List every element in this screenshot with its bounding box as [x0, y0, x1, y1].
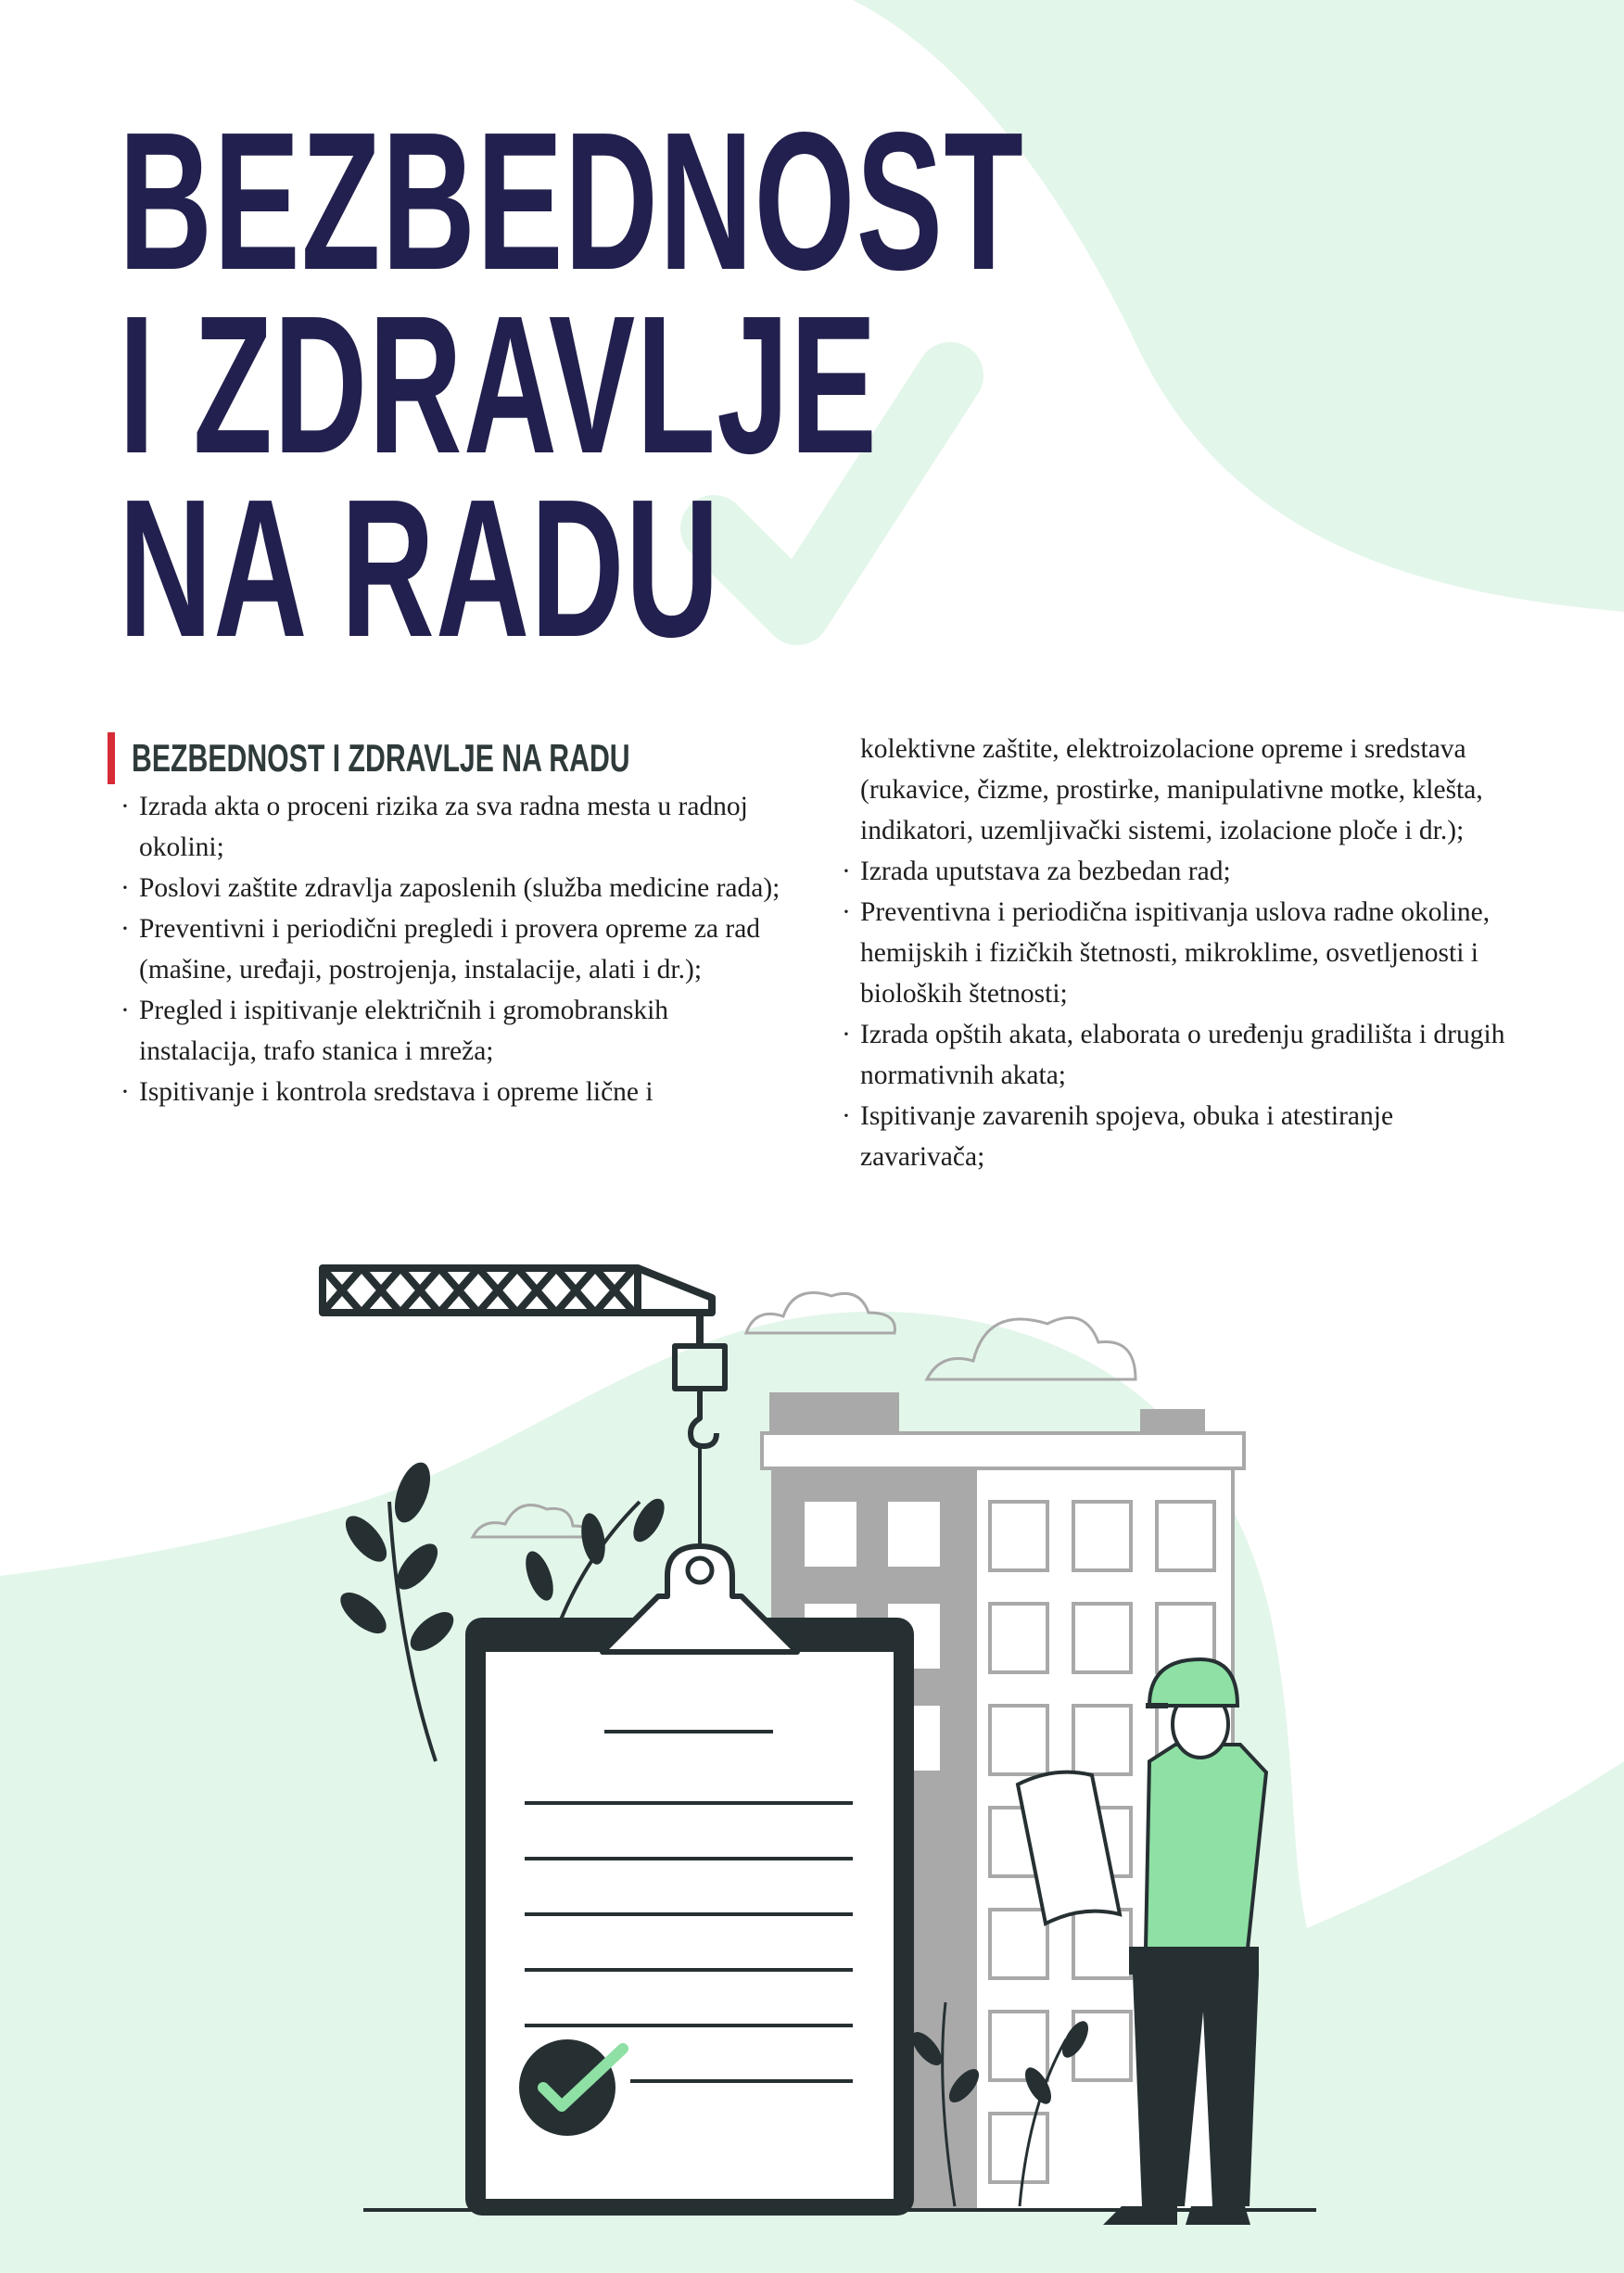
list-item: · Poslovi zaštite zdravlja zaposlenih (služba medicine rada);	[119, 868, 786, 908]
list-item-continuation: kolektivne zaštite, elektroizolacione opreme i sredstava (rukavice, čizme, prostirke, manipulativne motke, klešta, indikatori, uzemljivački sistemi, izolacione ploče i dr.);	[860, 734, 1483, 845]
bullet: ·	[842, 857, 851, 886]
list-item: · Preventivna i periodična ispitivanja uslova radne okoline, hemijskih i fizičkih štetnosti, mikroklime, osvetljenosti i bioloških štetnosti;	[840, 892, 1507, 1014]
services-list-right	[840, 729, 1507, 1177]
list-item: · Ispitivanje i kontrola sredstava i opreme lične i	[119, 1072, 786, 1112]
page-title	[119, 91, 1025, 678]
crane	[323, 1268, 725, 1557]
list-item: · Izrada uputstava za bezbedan rad;	[840, 851, 1507, 892]
list-item: · Pregled i ispitivanje električnih i gromobranskih instalacija, trafo stanica i mreža;	[119, 990, 786, 1072]
clipboard	[465, 1546, 914, 2216]
title-line-1: BEZBEDNOST	[119, 91, 1025, 311]
bullet: ·	[121, 792, 130, 821]
section-heading	[108, 732, 824, 784]
check-circle-icon	[519, 2039, 615, 2136]
list-item: · Ispitivanje zavarenih spojeva, obuka i atestiranje zavarivača;	[840, 1096, 1507, 1177]
bullet: ·	[121, 996, 130, 1025]
section-heading-text: BEZBEDNOST I ZDRAVLJE NA RADU	[132, 736, 630, 780]
bullet: ·	[842, 897, 851, 927]
bullet: ·	[842, 1020, 851, 1049]
title-line-2: I ZDRAVLJE	[119, 274, 879, 494]
bullet: ·	[121, 914, 130, 944]
title-line-3: NA RADU	[119, 458, 721, 678]
bullet: ·	[121, 1077, 130, 1107]
list-item: · Preventivni i periodični pregledi i provera opreme za rad (mašine, uređaji, postrojenja, instalacije, alati i dr.);	[119, 908, 786, 990]
bullet: ·	[121, 873, 130, 903]
construction-illustration	[0, 1205, 1624, 2273]
list-item: · Izrada opštih akata, elaborata o uređenju gradilišta i drugih normativnih akata;	[840, 1014, 1507, 1096]
bullet: ·	[842, 1101, 851, 1131]
services-list-left	[119, 786, 786, 1112]
list-item: · Izrada akta o proceni rizika za sva radna mesta u radnoj okolini;	[119, 786, 786, 868]
